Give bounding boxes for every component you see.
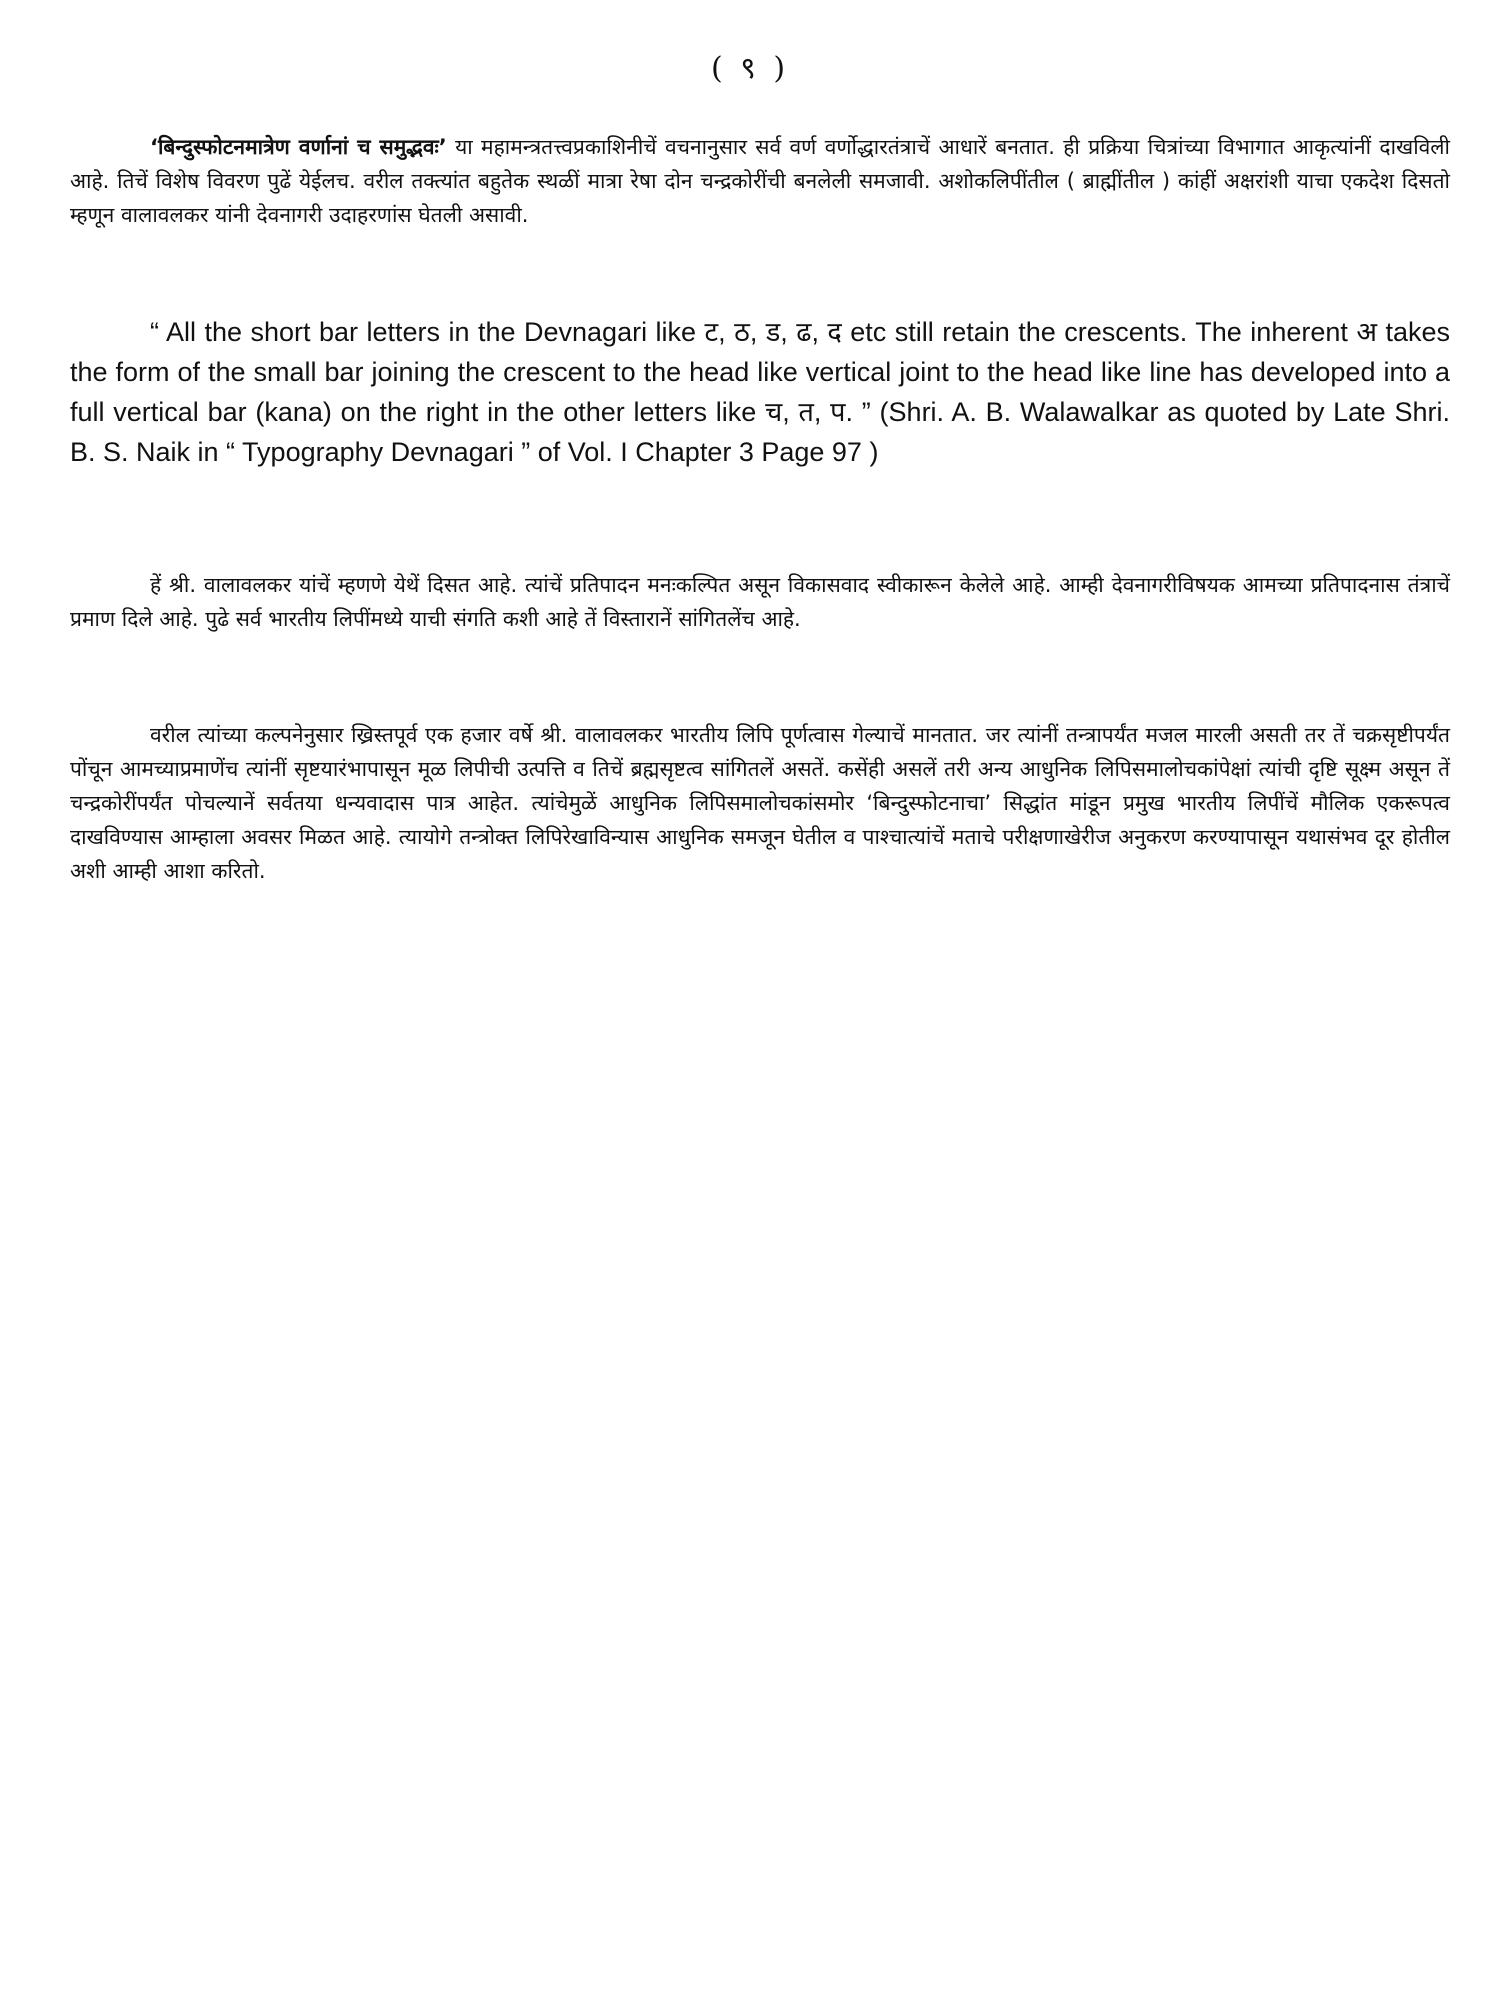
paragraph-conclusion: वरील त्यांच्या कल्पनेनुसार ख्रिस्तपूर्व एक हजार वर्षे श्री. वालावलकर भारतीय लिपि पूर्णत्वास गेल्याचें मानतात. जर त्यांनीं तन्त्रापर्यंत मजल मारली असती तर तें चक्रसृष्टीपर्यंत पोंचून आमच्याप्रमाणेंच त्यांनीं सृष्टयारंभापासून मूळ लिपीची उत्पत्ति व तिचें ब्रह्मसृष्टत्व सांगितलें असतें. कसेंही असलें तरी अन्य आधुनिक लिपिसमालोचकांपेक्षां त्यांची दृष्टि सूक्ष्म असून तें चन्द्रकोरींपर्यंत पोचल्यानें सर्वतया धन्यवादास पात्र आहेत. त्यांचेमुळें आधुनिक लिपिसमालोचकांसमोर ‘बिन्दुस्फोटनाचा’ सिद्धांत मांडून प्रमुख भारतीय लिपींचें मौलिक एकरूपत्व दाखविण्यास आम्हाला अवसर मिळत आहे. त्यायोगे तन्त्रोक्त लिपिरेखाविन्यास आधुनिक समजून घेतील व पाश्चात्यांचें मताचे परीक्षणाखेरीज अनुकरण करण्यापासून यथासंभव दूर होतील अशी आम्ही आशा करितो.	[70, 723, 1450, 883]
paragraph-commentary: हें श्री. वालावलकर यांचें म्हणणे येथें दिसत आहे. त्यांचें प्रतिपादन मनःकल्पित असून विकासवाद स्वीकारून केलेले आहे. आम्ही देवनागरीविषयक आमच्या प्रतिपादनास तंत्राचें प्रमाण दिले आहे. पुढे सर्व भारतीय लिपींमध्ये याची संगति कशी आहे तें विस्तारानें सांगितलेंच आहे.	[70, 573, 1450, 631]
paragraph-intro-text: या महामन्त्रतत्त्वप्रकाशिनीचें वचनानुसार सर्व वर्ण वर्णोद्धारतंत्राचें आधारें बनतात. ही प्रक्रिया चित्रांच्या विभागात आकृत्यांनीं दाखविली आहे. तिचें विशेष विवरण पुढें येईलच. वरील तक्त्यांत बहुतेक स्थळीं मात्रा रेषा दोन चन्द्रकोरींची बनलेली समजावी. अशोकलिपींतील ( ब्राह्मींतील ) कांहीं अक्षरांशी याचा एकदेश दिसतो म्हणून वालावलकर यांनी देवनागरी उदाहरणांस घेतली असावी.	[70, 135, 1450, 227]
english-quotation: “ All the short bar letters in the Devnagari like ट, ठ, ड, ढ, द etc still retain the crescents. The inherent अ takes the form of the small bar joining the crescent to the head like vertical joint to the head like line has developed into a full vertical bar (kana) on the right in the other letters like च, त, प. ” (Shri. A. B. Walawalkar as quoted by Late Shri. B. S. Naik in “ Typography Devnagari ” of Vol. I Chapter 3 Page 97 )	[70, 317, 1450, 467]
page-number: ( ९ )	[710, 51, 790, 86]
paragraph-intro	[70, 130, 1450, 232]
sanskrit-quote: ‘बिन्दुस्फोटनमात्रेण वर्णानां च समुद्भवः’	[150, 135, 447, 159]
